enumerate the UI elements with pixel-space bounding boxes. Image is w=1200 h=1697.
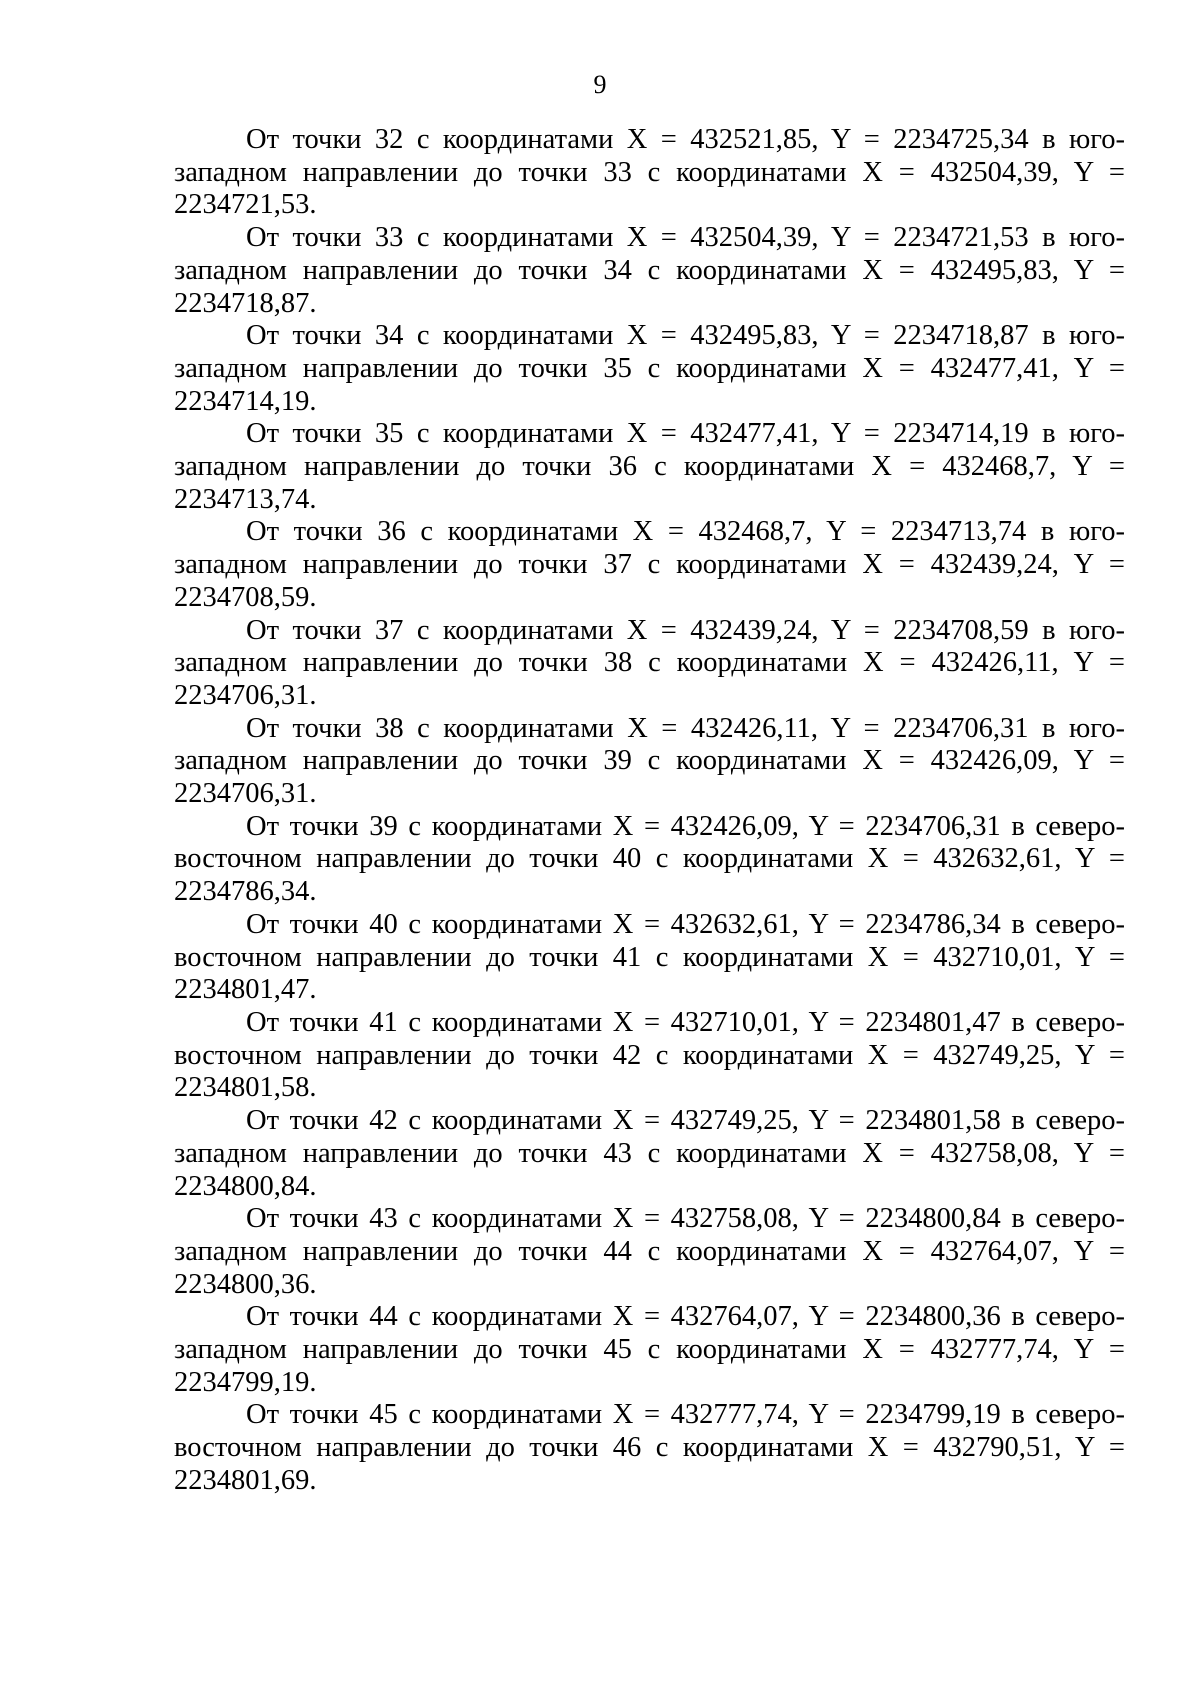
paragraph-point-38: От точки 38 с координатами X = 432426,11, Y = 2234706,31 в юго-западном направлении до точки 39 с координатами X = 432426,09, Y = 2234706,31.	[174, 712, 1125, 810]
paragraph-point-35: От точки 35 с координатами X = 432477,41, Y = 2234714,19 в юго-западном направлении до точки 36 с координатами X = 432468,7, Y = 2234713,74.	[174, 418, 1125, 515]
paragraph-point-42: От точки 42 с координатами X = 432749,25, Y = 2234801,58 в северо-западном направлении до точки 43 с координатами X = 432758,08, Y = 2234800,84.	[174, 1105, 1125, 1202]
paragraph-point-45: От точки 45 с координатами X = 432777,74, Y = 2234799,19 в северо-восточном направлении до точки 46 с координатами X = 432790,51, Y = 2234801,69.	[174, 1399, 1125, 1496]
paragraph-point-44: От точки 44 с координатами X = 432764,07, Y = 2234800,36 в северо-западном направлении до точки 45 с координатами X = 432777,74, Y = 2234799,19.	[174, 1301, 1125, 1398]
paragraph-point-40: От точки 40 с координатами X = 432632,61, Y = 2234786,34 в северо-восточном направлении до точки 41 с координатами X = 432710,01, Y = 2234801,47.	[174, 908, 1125, 1006]
paragraph-point-41: От точки 41 с координатами X = 432710,01, Y = 2234801,47 в северо-восточном направлении до точки 42 с координатами X = 432749,25, Y = 2234801,58.	[174, 1006, 1125, 1104]
paragraph-point-36: От точки 36 с координатами X = 432468,7, Y = 2234713,74 в юго-западном направлении до точки 37 с координатами X = 432439,24, Y = 2234708,59.	[174, 516, 1125, 613]
paragraph-point-34: От точки 34 с координатами X = 432495,83, Y = 2234718,87 в юго-западном направлении до точки 35 с координатами X = 432477,41, Y = 2234714,19.	[174, 320, 1125, 417]
page-number: 9	[593, 70, 607, 99]
paragraph-point-37: От точки 37 с координатами X = 432439,24, Y = 2234708,59 в юго-западном направлении до точки 38 с координатами X = 432426,11, Y = 2234706,31.	[174, 614, 1125, 711]
paragraph-point-43: От точки 43 с координатами X = 432758,08, Y = 2234800,84 в северо-западном направлении до точки 44 с координатами X = 432764,07, Y = 2234800,36.	[174, 1203, 1125, 1300]
paragraph-point-33: От точки 33 с координатами X = 432504,39, Y = 2234721,53 в юго-западном направлении до точки 34 с координатами X = 432495,83, Y = 2234718,87.	[174, 222, 1125, 319]
paragraph-point-32: От точки 32 с координатами X = 432521,85, Y = 2234725,34 в юго-западном направлении до точки 33 с координатами X = 432504,39, Y = 2234721,53.	[174, 124, 1125, 221]
paragraph-point-39: От точки 39 с координатами X = 432426,09, Y = 2234706,31 в северо-восточном направлении до точки 40 с координатами X = 432632,61, Y = 2234786,34.	[174, 810, 1125, 908]
body-text	[174, 124, 1125, 1498]
